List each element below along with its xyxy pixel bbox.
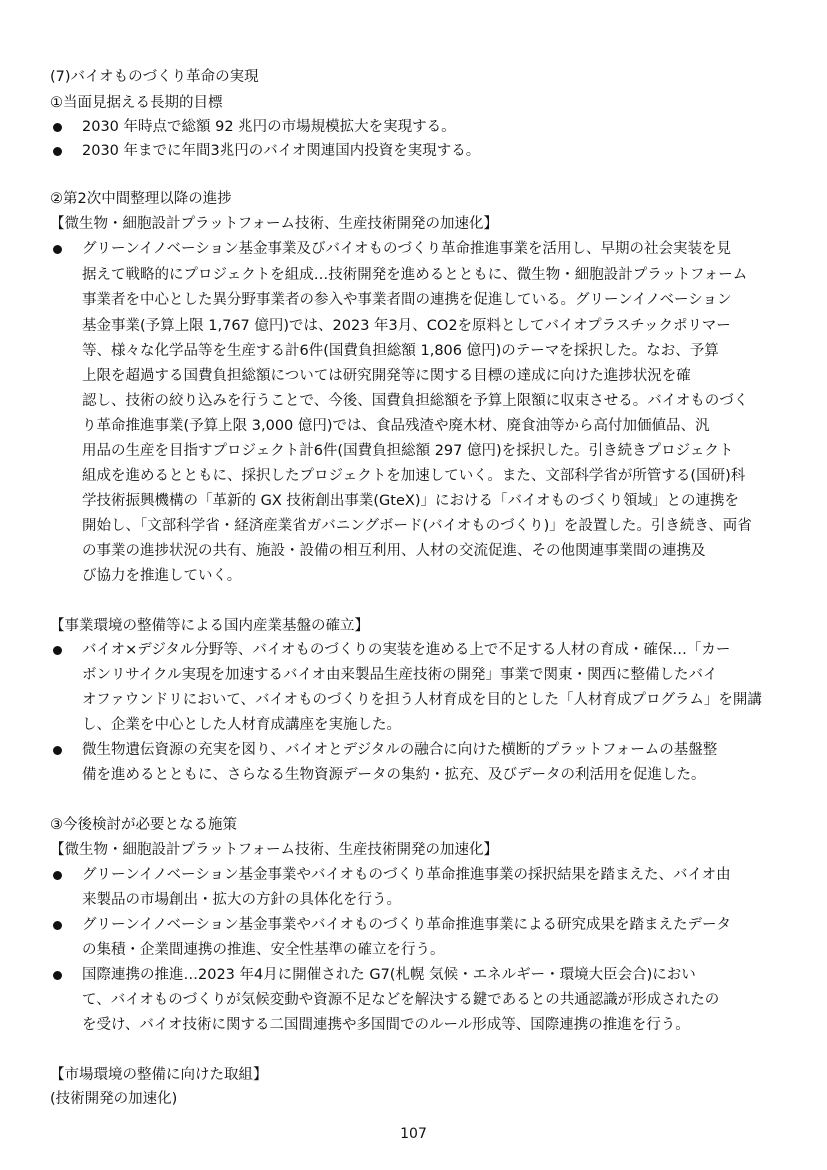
paragraph-line: 基金事業(予算上限 1,767 億円)では、2023 年3月、CO2を原料としてバイオプラスチックポリマー: [82, 318, 731, 334]
paragraph-line: り革命推進事業(予算上限 3,000 億円)では、食品残渣や廃木材、廃食油等から高付加価値品、汎: [82, 418, 710, 434]
paragraph-line: び協力を推進していく。: [82, 568, 242, 584]
paragraph-line: 来製品の市場創出・拡大の方針の具体化を行う。: [82, 892, 401, 908]
paragraph-line: 学技術振興機構の「革新的 GX 技術創出事業(GteX)」における「バイオものづくり領域」との連携を: [82, 493, 740, 509]
paragraph-line: 組成を進めるとともに、採択したプロジェクトを加速していく。また、文部科学省が所管する(国研)科: [82, 468, 746, 484]
paragraph-line: し、企業を中心とした人材育成講座を実施した。: [82, 717, 401, 733]
paragraph-line: グリーンイノベーション基金事業及びバイオものづくり革命推進事業を活用し、早期の社会実装を見: [82, 241, 732, 257]
paragraph-line: 上限を超過する国費負担総額については研究開発等に関する目標の達成に向けた進捗状況を確: [82, 368, 691, 384]
subsection-heading-goals: ①当面見据える長期的目標: [50, 95, 223, 111]
group-heading-industry-base: 【事業環境の整備等による国内産業基盤の確立】: [50, 618, 369, 634]
paragraph-line: 認し、技術の絞り込みを行うことで、今後、国費負担総額を予算上限額に収束させる。バイオものづく: [82, 393, 749, 409]
paragraph-line: グリーンイノベーション基金事業やバイオものづくり革命推進事業による研究成果を踏まえたデータ: [82, 917, 732, 933]
subheading-tech-acceleration: (技術開発の加速化): [50, 1091, 178, 1107]
group-heading-market-environment: 【市場環境の整備に向けた取組】: [50, 1067, 268, 1083]
bullet-dot: [53, 746, 62, 755]
bullet-dot: [53, 245, 62, 254]
goal-bullet-2: 2030 年までに年間3兆円のバイオ関連国内投資を実現する。: [82, 143, 481, 159]
paragraph-line: 微生物遺伝資源の充実を図り、バイオとデジタルの融合に向けた横断的プラットフォームの基盤整: [82, 742, 718, 758]
paragraph-line: の事業の進捗状況の共有、施設・設備の相互利用、人材の交流促進、その他関連事業間の連携及: [82, 543, 706, 559]
bullet-dot: [53, 123, 62, 132]
paragraph-line: 据えて戦略的にプロジェクトを組成…技術開発を進めるとともに、微生物・細胞設計プラットフォーム: [82, 267, 748, 283]
group-heading-platform-tech: 【微生物・細胞設計プラットフォーム技術、生産技術開発の加速化】: [50, 216, 499, 232]
paragraph-line: 備を進めるとともに、さらなる生物資源データの集約・拡充、及びデータの利活用を促進した。: [82, 767, 706, 783]
subsection-heading-progress: ②第2次中間整理以降の進捗: [50, 191, 232, 207]
paragraph-line: グリーンイノベーション基金事業やバイオものづくり革命推進事業の採択結果を踏まえた、バイオ由: [82, 867, 731, 883]
goal-bullet-1: 2030 年時点で総額 92 兆円の市場規模拡大を実現する。: [82, 119, 456, 135]
bullet-dot: [53, 871, 62, 880]
paragraph-line: 開始し、「文部科学省・経済産業省ガバニングボード(バイオものづくり)」を設置した。引き続き、両省: [82, 518, 752, 534]
paragraph-line: て、バイオものづくりが気候変動や資源不足などを解決する鍵であるとの共通認識が形成されたの: [82, 992, 720, 1008]
paragraph-line: バイオ×デジタル分野等、バイオものづくりの実装を進める上で不足する人材の育成・確保…「カー: [82, 642, 731, 658]
bullet-dot: [53, 646, 62, 655]
paragraph-line: オファウンドリにおいて、バイオものづくりを担う人材育成を目的とした「人材育成プログラム」を開講: [82, 692, 762, 708]
section-title: (7)バイオものづくり革命の実現: [50, 69, 259, 85]
paragraph-line: ボンリサイクル実現を加速するバイオ由来製品生産技術の開発」事業で関東・関西に整備したバイ: [82, 667, 718, 683]
page-number: 107: [400, 1126, 427, 1142]
paragraph-line: を受け、バイオ技術に関する二国間連携や多国間でのルール形成等、国際連携の推進を行う。: [82, 1017, 690, 1033]
paragraph-line: 事業者を中心とした異分野事業者の参入や事業者間の連携を促進している。グリーンイノベーション: [82, 292, 732, 308]
bullet-dot: [53, 971, 62, 980]
bullet-dot: [53, 147, 62, 156]
paragraph-line: 等、様々な化学品等を生産する計6件(国費負担総額 1,806 億円)のテーマを採択した。なお、予算: [82, 343, 719, 359]
bullet-dot: [53, 921, 62, 930]
group-heading-platform-tech: 【微生物・細胞設計プラットフォーム技術、生産技術開発の加速化】: [50, 842, 499, 858]
paragraph-line: 用品の生産を目指すプロジェクト計6件(国費負担総額 297 億円)を採択した。引き続きプロジェクト: [82, 443, 734, 459]
paragraph-line: の集積・企業間連携の推進、安全性基準の確立を行う。: [82, 942, 445, 958]
paragraph-line: 国際連携の推進…2023 年4月に開催された G7(札幌 気候・エネルギー・環境大臣会合)におい: [82, 967, 696, 983]
subsection-heading-future-measures: ③今後検討が必要となる施策: [50, 817, 237, 833]
